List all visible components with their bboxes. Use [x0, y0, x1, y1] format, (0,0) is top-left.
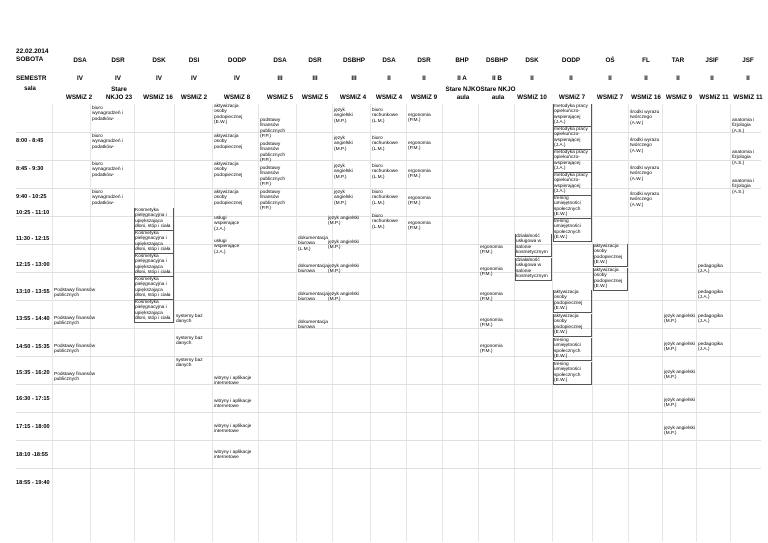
- class-entry: aktywizacja osoby podopiecznej (E.W.): [214, 104, 243, 126]
- semester-header: IV: [115, 75, 121, 82]
- dept-header: DSR: [308, 57, 322, 64]
- room-header: Stare NJKO aula: [445, 86, 481, 101]
- class-entry: działalność usługowa w salonie kosmetycznym: [515, 258, 552, 281]
- dept-header: FL: [642, 57, 650, 64]
- time-slot-label: 18:10 -18:55: [16, 452, 49, 458]
- class-entry: biuro wynagrodzeń i podatków-: [92, 190, 123, 206]
- column-divider: [258, 104, 259, 542]
- class-entry: metodyka pracy opiekuńczo- wspierającej (J.A.): [553, 104, 592, 127]
- room-header: WSMiZ 4: [339, 94, 367, 101]
- class-entry: język angielski (M.P.): [664, 398, 695, 409]
- class-entry: język angielski (M.P.): [664, 342, 695, 353]
- class-entry: podstawy finansów publicznych (P.P.): [260, 142, 286, 164]
- semester-header: II A: [457, 75, 467, 82]
- class-entry: język angielski (M.P.): [664, 314, 695, 325]
- column-divider: [406, 104, 407, 542]
- class-entry: język angielski (M.P.): [334, 108, 353, 124]
- room-header: WSMiZ 7: [558, 94, 586, 101]
- class-entry: aktywizacja osoby podopiecznej (E.W.): [593, 244, 628, 267]
- column-divider: [514, 104, 515, 542]
- column-divider: [370, 104, 371, 542]
- day-of-week: SOBOTA: [16, 56, 44, 63]
- class-entry: język angielski (M.P.): [664, 426, 695, 437]
- class-entry: metodyka pracy opiekuńczo- wspierającej (J.A.): [553, 150, 592, 173]
- class-entry: Kosmetyka pielęgnacyjna i upiększająca dłoni, stóp i ciała: [134, 208, 174, 231]
- class-entry: trening umiejętności społecznych (E.W.): [553, 338, 592, 361]
- class-entry: ergonomia (P.M.): [408, 221, 431, 232]
- class-entry: biuro rachunkowe (L.M.): [372, 108, 398, 124]
- class-entry: dokumentacja biurowa: [298, 264, 328, 275]
- class-entry: środki wyrazu twórczego (A.W.): [630, 110, 660, 126]
- time-slot-label: 8:00 - 8:45: [16, 138, 44, 144]
- room-header: WSMiZ 16: [631, 94, 661, 101]
- row-divider: [16, 244, 761, 245]
- class-entry: język angielski (M.P.): [328, 292, 359, 303]
- room-header: WSMiZ 16: [143, 94, 173, 101]
- time-slot-label: 13:55 - 14:40: [16, 316, 50, 322]
- column-divider: [52, 104, 53, 542]
- class-entry: pedagogika (J.A.): [698, 342, 723, 353]
- semester-header: II: [569, 75, 573, 82]
- class-entry: aktywizacja osoby podopiecznej: [214, 190, 243, 206]
- room-header: WSMiZ 2: [180, 94, 208, 101]
- room-header: WSMiZ 5: [301, 94, 329, 101]
- class-entry: ergonomia (P.M.): [408, 113, 431, 124]
- semester-header: II: [530, 75, 534, 82]
- class-entry: witryny i aplikacje internetowe: [214, 376, 252, 387]
- class-entry: podstawy finansów publicznych (P.P.): [260, 190, 286, 212]
- class-entry: aktywizacja osoby podopiecznej: [214, 162, 243, 178]
- class-entry: dokumentacja biurowa: [298, 320, 328, 331]
- class-entry: pedagogika (J.A.): [698, 314, 723, 325]
- class-entry: Podstawy finansów publicznych: [54, 288, 96, 299]
- class-entry: biuro wynagrodzeń i podatków-: [92, 162, 123, 178]
- row-divider: [16, 384, 761, 385]
- dept-header: DSK: [152, 57, 166, 64]
- class-entry: aktywizacja osoby podopiecznej (E.W.): [553, 314, 592, 337]
- column-divider: [592, 104, 593, 542]
- column-divider: [174, 104, 175, 542]
- semester-header: II: [676, 75, 680, 82]
- column-divider: [134, 104, 135, 542]
- time-slot-label: 14:50 - 15:35: [16, 344, 50, 350]
- room-header: WSMiZ 11: [699, 94, 729, 101]
- class-entry: język angielski (M.P.): [328, 216, 359, 227]
- dept-header: JSF: [742, 57, 754, 64]
- class-entry: anatomia i fizjologia (A.S.): [732, 150, 755, 166]
- room-header: WSMiZ 8: [223, 94, 251, 101]
- semester-header: II B: [492, 75, 502, 82]
- class-entry: pedagogika (J.A.): [698, 290, 723, 301]
- class-entry: język angielski (M.P.): [328, 264, 359, 275]
- row-divider: [16, 356, 761, 357]
- class-entry: systemy baz danych: [176, 314, 203, 325]
- class-entry: trening umiejętności społecznych (E.W.): [553, 196, 592, 219]
- class-entry: język angielski (M.P.): [334, 164, 353, 180]
- class-entry: pedagogika (J.A.): [698, 264, 723, 275]
- class-entry: Podstawy finansów publicznych: [54, 344, 96, 355]
- row-divider: [16, 412, 761, 413]
- class-entry: środki wyrazu twórczego (A.W.): [630, 192, 660, 208]
- class-entry: aktywizacja osoby podopiecznej (E.W.): [593, 268, 628, 291]
- semester-header: II: [387, 75, 391, 82]
- dept-header: DSBHP: [485, 57, 509, 64]
- class-entry: Podstawy finansów publicznych: [54, 316, 96, 327]
- dept-header: DSBHP: [342, 57, 366, 64]
- time-slot-label: 12:15 - 13:00: [16, 262, 50, 268]
- semester-header: III: [277, 75, 283, 82]
- class-entry: witryny i aplikacje internetowe: [214, 450, 252, 461]
- class-entry: Kosmetyka pielęgnacyjna i upiększająca dłoni, stóp i ciała: [134, 277, 174, 300]
- time-slot-label: 15:35 - 16:20: [16, 370, 50, 376]
- dept-header: DSR: [417, 57, 431, 64]
- class-entry: ergonomia (P.M.): [480, 318, 503, 329]
- class-entry: aktywizacja osoby podopiecznej (E.W.): [553, 290, 592, 313]
- dept-header: DODP: [561, 57, 581, 64]
- column-divider: [696, 104, 697, 542]
- class-entry: dokumentacja biurowa (L.M.): [298, 236, 328, 252]
- class-entry: dokumentacja biurowa: [298, 292, 328, 303]
- room-header: Stare NKJO 23: [105, 86, 133, 101]
- room-header: WSMiZ 4: [375, 94, 403, 101]
- column-divider: [332, 104, 333, 542]
- room-header: WSMiZ 9: [410, 94, 438, 101]
- row-divider: [16, 272, 761, 273]
- class-entry: ergonomia (P.M.): [480, 344, 503, 355]
- class-entry: język angielski (M.P.): [334, 190, 353, 206]
- class-entry: ergonomia (P.M.): [408, 196, 431, 207]
- row-divider: [16, 300, 761, 301]
- semester-header: IV: [234, 75, 240, 82]
- time-slot-label: 8:45 - 9:30: [16, 166, 44, 172]
- time-slot-label: 11:30 - 12:15: [16, 236, 50, 242]
- class-entry: metodyka pracy opiekuńczo- wspierającej (J.A.): [553, 173, 592, 196]
- class-entry: Kosmetyka pielęgnacyjna i upiększająca dłoni, stóp i ciała: [134, 254, 174, 277]
- class-entry: biuro rachunkowe (L.M.): [372, 136, 398, 152]
- class-entry: anatomia i fizjologia (A.S.): [732, 118, 755, 134]
- class-entry: trening umiejętności społecznych (E.W.): [553, 362, 592, 385]
- class-entry: Podstawy finansów publicznych: [54, 372, 96, 383]
- row-divider: [16, 440, 761, 441]
- semester-header: IV: [77, 75, 83, 82]
- class-entry: ergonomia (P.M.): [480, 267, 503, 278]
- class-entry: systemy baz danych: [176, 358, 203, 369]
- semester-header: III: [312, 75, 318, 82]
- row-divider: [16, 188, 761, 189]
- class-entry: systemy baz danych: [176, 336, 203, 347]
- class-entry: biuro wynagrodzeń i podatków-: [92, 134, 123, 150]
- semester-header: IV: [156, 75, 162, 82]
- class-entry: witryny i aplikacje internetowe: [214, 399, 252, 410]
- dept-header: BHP: [455, 57, 469, 64]
- time-slot-label: 16:30 - 17:15: [16, 396, 50, 402]
- semester-header: II: [710, 75, 714, 82]
- column-divider: [296, 104, 297, 542]
- class-entry: usługi wspierające (J.A.): [214, 216, 240, 232]
- semester-header: II: [746, 75, 750, 82]
- class-entry: aktywizacja osoby podopiecznej: [214, 134, 243, 150]
- class-entry: biuro rachunkowe (L.M.): [372, 214, 398, 230]
- class-entry: język angielski (M.P.): [664, 370, 695, 381]
- column-divider: [442, 104, 443, 542]
- class-entry: język angielski (M.P.): [328, 240, 359, 251]
- class-entry: podstawy finansów publicznych (P.P.): [260, 166, 286, 188]
- row-divider: [16, 468, 761, 469]
- dept-header: DODP: [227, 57, 247, 64]
- time-slot-label: 17:15 - 18:00: [16, 424, 50, 430]
- row-divider: [16, 160, 761, 161]
- class-entry: ergonomia (P.M.): [408, 169, 431, 180]
- time-slot-label: 13:10 - 13:55: [16, 289, 50, 295]
- room-header: WSMiZ 7: [596, 94, 624, 101]
- dept-header: DSA: [382, 57, 396, 64]
- class-entry: trening umiejętności społecznych (E.W.): [553, 219, 592, 242]
- time-slot-label: 18:55 - 19:40: [16, 480, 50, 486]
- semester-label: SEMESTR: [16, 75, 47, 82]
- time-slot-label: 9:40 - 10:25: [16, 194, 47, 200]
- class-entry: ergonomia (P.M.): [408, 141, 431, 152]
- schedule-date: [16, 48, 49, 64]
- class-entry: język angielski (M.P.): [334, 136, 353, 152]
- room-header: WSMiZ 5: [266, 94, 294, 101]
- semester-header: II: [422, 75, 426, 82]
- column-divider: [730, 104, 731, 542]
- class-entry: środki wyrazu twórczego (A.W.): [630, 166, 660, 182]
- semester-header: II: [608, 75, 612, 82]
- class-entry: Kosmetyka pielęgnacyjna i upiększająca dłoni, stóp i ciała: [134, 300, 174, 323]
- dept-header: OŚ: [605, 57, 615, 64]
- semester-header: IV: [191, 75, 197, 82]
- class-entry: biuro rachunkowe (L.M.): [372, 164, 398, 180]
- room-header: WSMiZ 2: [65, 94, 93, 101]
- dept-header: DSA: [273, 57, 287, 64]
- room-label: sala: [24, 86, 36, 92]
- column-divider: [628, 104, 629, 542]
- room-header: WSMiZ 10: [517, 94, 547, 101]
- time-slot-label: 10:25 - 11:10: [16, 210, 50, 216]
- class-entry: Kosmetyka pielęgnacyjna i upiększająca dłoni, stóp i ciała: [134, 231, 174, 254]
- dept-header: JSIF: [705, 57, 719, 64]
- room-header: WSMiZ 9: [665, 94, 693, 101]
- dept-header: DSR: [111, 57, 125, 64]
- semester-header: III: [351, 75, 357, 82]
- room-header: Stare NKJO aula: [480, 86, 516, 101]
- class-entry: usługi wspierające (J.A.): [214, 239, 240, 255]
- dept-header: DSA: [73, 57, 87, 64]
- column-divider: [212, 104, 213, 542]
- semester-header: II: [644, 75, 648, 82]
- class-entry: podstawy finansów publicznych (P.P.): [260, 118, 286, 140]
- class-entry: metodyka pracy opiekuńczo- wspierającej (J.A.): [553, 127, 592, 150]
- dept-header: TAR: [671, 57, 685, 64]
- row-divider: [16, 132, 761, 133]
- class-entry: ergonomia (P.M.): [480, 245, 503, 256]
- class-entry: witryny i aplikacje internetowe: [214, 424, 252, 435]
- dept-header: DSK: [525, 57, 539, 64]
- date-value: 22.02.2014: [16, 48, 49, 55]
- class-entry: biuro rachunkowe (L.M.): [372, 190, 398, 206]
- class-entry: ergonomia (P.M.): [480, 292, 503, 303]
- dept-header: DSI: [188, 57, 200, 64]
- column-divider: [478, 104, 479, 542]
- schedule-grid: [16, 104, 761, 542]
- class-entry: środki wyrazu twórczego (A.W.): [630, 138, 660, 154]
- class-entry: biuro wynagrodzeń i podatków-: [92, 106, 123, 122]
- row-divider: [16, 328, 761, 329]
- room-header: WSMiZ 11: [733, 94, 763, 101]
- column-divider: [662, 104, 663, 542]
- class-entry: działalność usługowa w salonie kosmetycznym: [515, 234, 552, 257]
- class-entry: anatomia i fizjologia (A.S.): [732, 179, 755, 195]
